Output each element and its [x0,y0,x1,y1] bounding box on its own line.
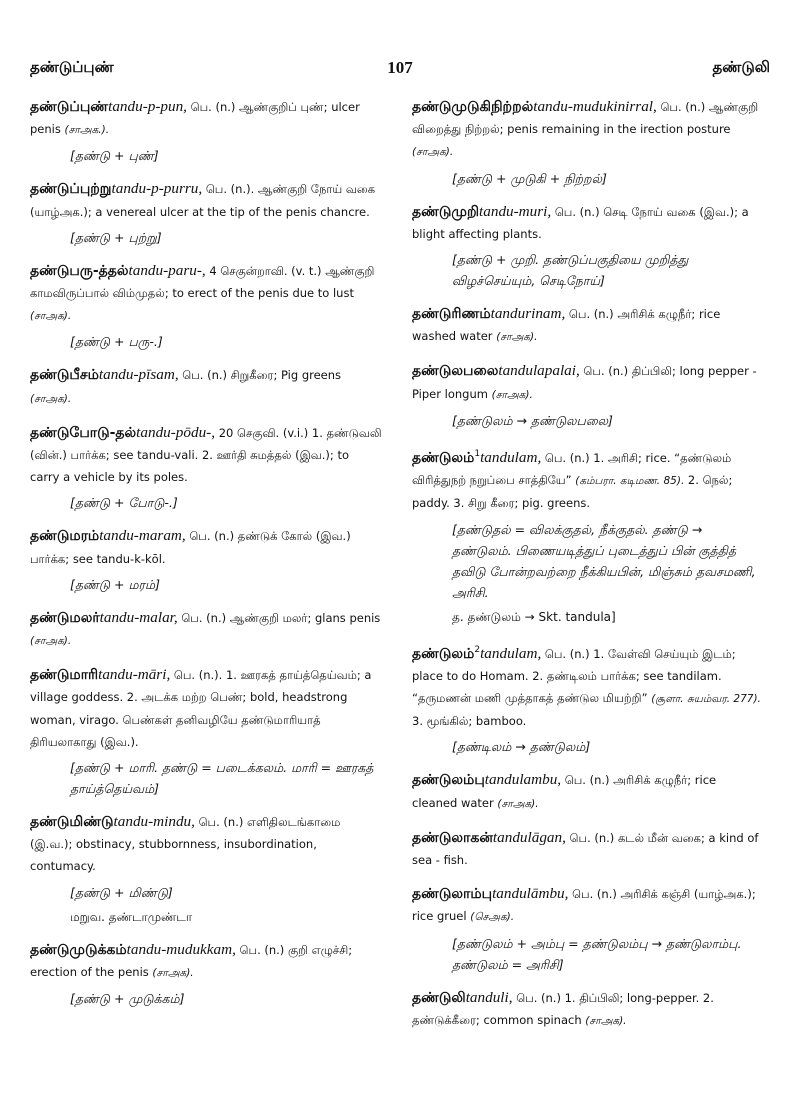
definition-text: பெ. (n.) எளிதிலடங்காமை (இ.வ.); obstinacy, stubbornness, insubordination, contumacy. [30,815,341,874]
definition-text: பெ. (n.) ஆண்குறி மலர்; glans penis [177,610,381,625]
transliteration: tandulam, [480,448,542,466]
definition-text: பெ. (n.) ஆண்குறி விறைத்து நிற்றல்; penis remaining in the irection posture [412,100,759,137]
etymology: [தண்டு + மிண்டு] [70,884,173,900]
header-right-guideword: தண்டுலி [712,58,770,76]
definition-text: பெ. (n.) ஆண்குறிப் புண்; ulcer penis [30,100,360,137]
entry-note: த. தண்டுலம் → Skt. tandula] [452,609,616,624]
dictionary-entry [30,811,382,927]
source-citation: (சாஅக). [30,635,72,648]
transliteration: tanduli, [465,988,513,1006]
transliteration: tandulāmbu, [492,885,569,903]
headword: தண்டுப்புற்று [30,181,112,198]
entry-definition [30,260,382,328]
definition-text: பெ. (n.) அரிசிக் கஞ்சி (யாழ்அக.); rice gruel [412,887,756,924]
definition-continuation: 3. மூங்கில்; bamboo. [412,714,527,729]
dictionary-entry [30,96,382,166]
dictionary-entry [412,639,764,758]
definition-text: 4 செகுன்றாவி. (v. t.) ஆண்குறி காமவிருப்பால் விம்முதல்; to erect of the penis due to lust [30,263,375,301]
dictionary-entry [412,201,764,291]
entry-definition [30,364,382,409]
entry-definition [30,525,382,569]
transliteration: tandulambu, [484,771,562,789]
source-citation: (சாஅக). [30,392,72,405]
headword: தண்டுபீசம் [30,367,99,384]
headword: தண்டுலம் [412,449,475,466]
etymology: [தண்டு + முடுக்கம்] [70,991,185,1007]
source-citation: (சாஅக). [412,146,454,159]
entry-definition [412,827,764,871]
headword: தண்டுமுறி [412,203,480,220]
entry-definition [412,303,764,348]
headword: தண்டுலபலை [412,363,499,380]
dictionary-entry [412,883,764,974]
headword: தண்டுமரம் [30,528,100,545]
etymology: [தண்டுலம் → தண்டுலபலை] [452,412,613,428]
source-citation: (சாஅக.). [64,124,110,137]
definition-text: பெ. (n.) செடி நோய் வகை (இவ.); a blight affecting plants. [412,204,749,241]
dictionary-entry [30,178,382,247]
transliteration: tandu-pōdu-, [136,423,216,441]
headword: தண்டுலம் [412,645,475,662]
dictionary-entry [30,664,382,799]
entry-definition [30,178,382,222]
definition-text: பெ. (n.) கடல் மீன் வகை; a kind of sea - fish. [412,830,759,867]
dictionary-entry [30,939,382,1009]
definition-text: பெ. (n.) சிறுகீரை; Pig greens [178,368,342,383]
headword: தண்டுமுடுகிநிற்றல் [412,99,534,115]
entry-definition [412,987,764,1032]
etymology: [தண்டு + மரம்] [70,576,160,592]
etymology: [தண்டிலம் → தண்டுலம்] [452,739,591,755]
entry-definition [412,201,764,245]
etymology: [தண்டுலம் + அம்பு = தண்டுலம்பு → தண்டுலாம்பு. தண்டுலம் = அரிசி] [452,935,742,972]
transliteration: tandu-p-pun, [108,98,187,115]
definition-text: பெ. (n.) தண்டுக் கோல் (இவ.) பார்க்க; see tandu-k-kōl. [30,529,351,566]
etymology: [தண்டு + புண்] [70,148,159,164]
dictionary-entry [412,96,764,189]
headword: தண்டுமலர் [30,609,100,626]
dictionary-entry [30,525,382,594]
dictionary-entry [30,607,382,652]
dictionary-entry [30,364,382,409]
definition-text: பெ. (n.). ஆண்குறி நோய் வகை (யாழ்அக.); a venereal ulcer at the tip of the penis chancre. [30,182,376,219]
definition-text: பெ. (n.). 1. ஊரகத் தாய்த்தெய்வம்; a village goddess. 2. அடக்க மற்ற பெண்; bold, headstrong woman, virago. பெண்கள் தனிவழியே தண்டுமாரியாத் திரியலாகாது (இவ.). [30,668,372,749]
page-number: 107 [387,58,413,77]
transliteration: tandulam, [480,644,542,662]
headword: தண்டுலி [412,989,466,1006]
entry-definition [30,96,382,141]
definition-text: பெ. (n.) 1. அரிசி; rice. “தண்டுலம் விரித்துநற் நறுப்பை சாத்தியே” [412,450,732,488]
definition-continuation: 2. நெல்; paddy. 3. சிறு கீரை; pig. greens. [412,473,733,511]
header-left-guideword: தண்டுப்புண் [30,58,114,76]
transliteration: tandu-p-purru, [111,180,203,198]
headword: தண்டுமிண்டு [30,814,114,831]
etymology: [தண்டுதல் = விலக்குதல், நீக்குதல். தண்டு → தண்டுலம். பிணையடித்துப் புடைத்துப் பின் குத்தித் தவிடு போன்றவற்றை நீக்கியபின், மிஞ்சும் தவசமணி, அரிசி. [452,521,756,600]
definition-text: பெ. (n.) அரிசிக் கழுநீர்; rice cleaned water [412,773,717,810]
headword: தண்டுபோடு-தல் [30,424,137,441]
entry-definition [412,639,764,733]
headword: தண்டுலம்பு [412,772,485,789]
headword: தண்டுப்புண் [30,99,109,115]
definition-text: 20 செகுவி. (v.i.) 1. தண்டுவலி (வின்.) பார்க்க; see tandu-vali. 2. ஊர்தி சுமத்தல் (இவ.); to carry a vehicle by its poles. [30,425,382,485]
dictionary-entry [412,987,764,1032]
definition-text: பெ. (n.) அரிசிக் கழுநீர்; rice washed water [412,307,721,344]
entry-definition [412,443,764,515]
dictionary-entry [412,443,764,627]
source-citation: (சாஅக). [152,966,194,979]
etymology: [தண்டு + போடு-.] [70,495,178,511]
sense-number: 2 [474,644,481,655]
entry-definition [30,422,382,489]
definition-text: பெ. (n.) திப்பிலி; long pepper - Piper longum [412,364,757,401]
source-citation: (சாஅக). [496,331,538,344]
definition-text: பெ. (n.) குறி எழுச்சி; erection of the penis [30,942,353,979]
transliteration: tandu-mudukkam, [126,940,236,958]
transliteration: tandulapalai, [498,362,580,380]
page-header [30,58,770,88]
dictionary-entry [30,260,382,353]
headword: தண்டுலாம்பு [412,886,493,903]
transliteration: tandu-māri, [98,666,171,684]
source-citation: (கம்பரா. கடிமண. 85). [575,475,685,488]
dictionary-entry [30,422,382,514]
etymology: [தண்டு + புற்று] [70,229,162,245]
transliteration: tandu-maram, [99,527,186,545]
dictionary-entry [412,360,764,430]
right-column [412,96,764,1044]
entry-definition [30,664,382,753]
transliteration: tandulāgan, [492,828,566,846]
definition-text: பெ. (n.) 1. திப்பிலி; long-pepper. 2. தண்டுக்கீரை; common spinach [412,990,714,1027]
transliteration: tandu-paru-, [128,261,206,279]
source-citation: (சூளா. சுயம்வர. 277). [651,692,761,705]
transliteration: tandu-pīsam, [98,366,179,384]
entry-definition [30,939,382,984]
source-citation: (செஅக). [470,911,515,924]
headword: தண்டுலாகன் [412,829,493,846]
source-citation: (சாஅக). [491,388,533,401]
dictionary-entry [412,769,764,814]
etymology: [தண்டு + பரு-.] [70,334,163,350]
source-citation: (சாஅக). [585,1014,627,1027]
entry-definition [30,607,382,652]
entry-definition [30,811,382,878]
etymology: [தண்டு + மாரி. தண்டு = படைக்கலம். மாரி = ஊரகத் தாய்த்தெய்வம்] [70,760,374,797]
transliteration: tandu-muri, [479,202,552,220]
definition-text: பெ. (n.) 1. வேள்வி செய்யும் இடம்; place to do Homam. 2. தண்டிலம் பார்க்க; see tandilam. “தருமணன் மணி முத்தாகத் தண்டுல மியற்றி” [412,646,736,705]
headword: தண்டுமுடுக்கம் [30,941,127,958]
headword: தண்டுரிணம் [412,306,491,323]
headword: தண்டுமாரி [30,667,99,684]
transliteration: tandu-mindu, [113,813,195,831]
source-citation: (சாஅக). [497,797,539,810]
transliteration: tandurinam, [490,305,566,323]
entry-definition [412,769,764,814]
entry-note: மறுவ. தண்டாமுண்டா [70,909,193,924]
dictionary-entry [412,303,764,348]
etymology: [தண்டு + முறி. தண்டுப்பகுதியை முறித்து விழச்செய்யும், செடிநோய்] [452,252,689,289]
left-column [30,96,382,1021]
transliteration: tandu-mudukinirral, [533,98,657,115]
sense-number: 1 [474,448,481,459]
entry-definition [412,96,764,164]
entry-definition [412,883,764,928]
headword: தண்டுபரு-த்தல் [30,262,129,279]
transliteration: tandu-malar, [99,608,178,626]
entry-definition [412,360,764,405]
dictionary-entry [412,827,764,871]
source-citation: (சாஅக). [30,310,72,323]
etymology: [தண்டு + முடுகி + நிற்றல்] [452,170,607,186]
